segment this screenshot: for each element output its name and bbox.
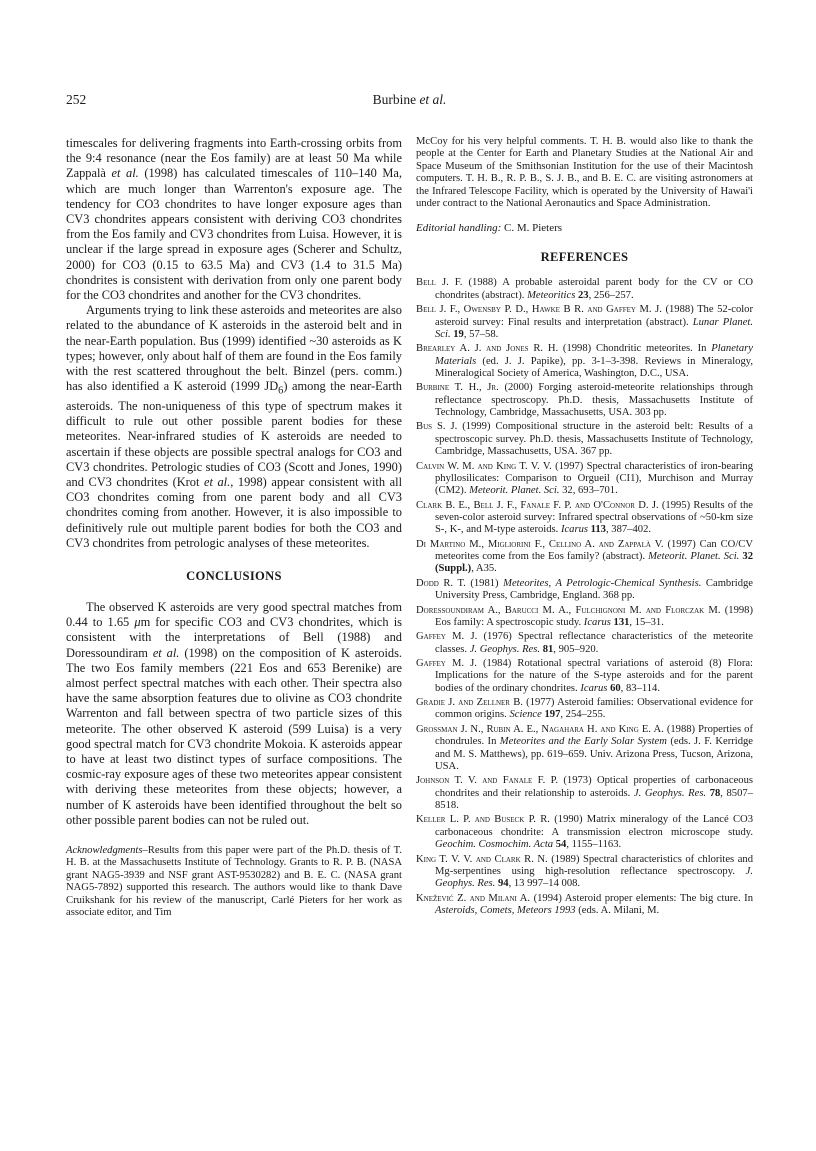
body-paragraph	[66, 303, 402, 551]
editorial-name: C. M. Pieters	[504, 222, 563, 235]
text-run: , 256–257.	[588, 289, 634, 301]
text-run: , 387–402.	[605, 524, 652, 536]
acknowledgments-continued: McCoy for his very helpful comments. T. H. B. would also like to thank the people at the Center for Earth and Planetary Studies at the National Air and Space Museum of the Smithsonian Institution for the use of their Macintosh computers. T. H. B., R. P. B., S. J. B., and B. E. C. are visiting astronomers at the Infrared Telescope Facility, which is operated by the University of Hawai'i under contract to the National Aeronautics and Space Administration.	[416, 136, 753, 210]
text-run: (eds. J. F. Kerridge and M. S. Matthews), pp. 619–659. Univ. Arizona Press, Tucson, Arizona, USA.	[435, 736, 753, 772]
text-run: Icarus	[560, 524, 589, 536]
text-run: Bus S. J.	[416, 421, 458, 433]
text-run: , 13 997–14 008.	[508, 878, 581, 890]
running-head	[66, 92, 753, 108]
reference-entry	[416, 814, 753, 851]
reference-entry	[416, 724, 753, 773]
text-run: (1997) Can CO/CV meteorites come from the Eos family? (abstract).	[435, 538, 753, 562]
text-run: , 15–31.	[629, 616, 664, 628]
text-run: Clark B. E., Bell J. F., Fanale F. P. and O'Connor D. J.	[416, 499, 659, 511]
text-run: 32 (Suppl.)	[435, 550, 753, 575]
text-run: Cambridge University Press, Cambridge, England. 368 pp.	[435, 577, 753, 602]
text-run: m for specific CO3 and CV3 chondrites, which is consistent with the interpretations of Bell (1988) and Doressoundiram	[66, 615, 402, 660]
editorial-label: Editorial handling:	[416, 222, 502, 235]
conclusions-heading: CONCLUSIONS	[186, 568, 282, 583]
text-run: 94	[497, 878, 509, 890]
text-run: (eds. A. Milani, M.	[575, 904, 660, 916]
reference-entry	[416, 697, 753, 722]
text-run: (1988) The 52-color asteroid survey: Final results and interpretation (abstract).	[435, 304, 754, 328]
left-column	[66, 136, 402, 919]
text-run: J. Geophys. Res.	[633, 787, 707, 799]
text-run: Icarus	[583, 616, 611, 628]
text-run: (ed. J. J. Papike), pp. 3-1–3-398. Reviews in Mineralogy, Mineralogical Society of America, Washington, D.C., USA.	[435, 355, 753, 379]
text-run: , 905–920.	[553, 643, 599, 655]
text-run: (1984) Rotational spectral variations of asteroid (8) Flora: Implications for the nature of the S-type asteroids and for the parent bodies of the ordinary chondrites.	[435, 658, 753, 694]
text-run: , 254–255.	[560, 709, 606, 721]
text-run: 131	[613, 616, 630, 628]
text-run: 32, 693–701.	[559, 485, 618, 497]
reference-entry	[416, 500, 753, 537]
reference-entry	[416, 382, 753, 419]
text-run: Brearley A. J. and Jones R. H.	[416, 343, 559, 355]
text-run: (1973) Optical properties of carbonaceous chondrites and their relationship to asteroids.	[435, 775, 753, 799]
acknowledgments	[66, 845, 402, 919]
text-run: , 83–114.	[620, 682, 661, 694]
running-head-authors: Burbine	[372, 92, 420, 107]
references-heading: REFERENCES	[540, 250, 629, 265]
page-header	[66, 92, 753, 110]
text-run: 60	[610, 682, 621, 694]
acknowledgments-label: Acknowledgments	[66, 845, 143, 856]
right-column	[416, 136, 753, 919]
conclusions-paragraph	[66, 600, 402, 828]
running-head-etal: et al.	[419, 92, 447, 107]
reference-entry	[416, 277, 753, 302]
text-run: , A35.	[471, 563, 497, 575]
text-run: , 1155–1163.	[566, 839, 622, 851]
text-run: timescales for delivering fragments into Earth-crossing orbits from the 9:4 resonance (near the Eos family) are at least 50 Ma while Zappalà	[66, 136, 402, 181]
text-run: (1976) Spectral reflectance characteristics of the meteorite classes.	[435, 631, 753, 655]
body-paragraph	[66, 136, 402, 303]
text-run: (1995) Results of the seven-color asteroid survey: Infrared spectral observations of ~50-km size S-, K-, and M-type asteroids.	[435, 499, 753, 536]
text-run: Planetary Materials	[435, 343, 753, 367]
text-run: 197	[544, 709, 561, 721]
text-run: Lunar Planet. Sci.	[435, 316, 754, 340]
text-run: Asteroids, Comets, Meteors 1993	[435, 904, 576, 916]
text-run: et al.	[111, 166, 139, 181]
text-run: 113	[590, 524, 606, 536]
text-run: Geochim. Cosmochim. Acta	[435, 839, 554, 851]
text-run: (1988) A probable asteroidal parent body for the CV or CO chondrites (abstract).	[435, 277, 754, 301]
text-run: (1998) Chondritic meteorites. In	[558, 343, 712, 355]
reference-entry	[416, 854, 753, 891]
text-run: Dodd R. T.	[416, 577, 466, 589]
text-run: 23	[577, 289, 589, 301]
text-run: , 8507–8518.	[435, 787, 753, 811]
text-run: J. Geophys. Res.	[435, 865, 753, 890]
text-run: et al.	[152, 645, 180, 660]
text-run: Doressoundiram A., Barucci M. A., Fulchignoni M. and Florczak M.	[416, 604, 721, 616]
text-run: Keller L. P. and Buseck P. R.	[416, 814, 550, 826]
text-run: Bell J. F., Owensby P. D., Hawke B R. and Gaffey M. J.	[416, 304, 662, 316]
text-run: Meteorit. Planet. Sci.	[469, 485, 560, 497]
reference-list	[416, 277, 753, 917]
reference-entry	[416, 605, 753, 630]
text-run: (1999) Compositional structure in the asteroid belt: Results of a spectroscopic survey. Ph.D. thesis, Massachusetts Institute of Technology, Cambridge, Massachusetts, USA. 367 pp.	[435, 421, 753, 458]
text-run: 54	[555, 839, 567, 851]
reference-entry	[416, 461, 753, 498]
text-run: (1998) Eos family: A spectroscopic study.	[435, 604, 753, 628]
text-run: (1998) on the composition of K asteroids. The two Eos family members (221 Eos and 653 Berenike) are almost perfect spectral matches with each other. Their spectra also have the same absorption features due to olivine as CO3 chondrite Warrenton and fall between spectra of two particle sizes of this meteorite. The other observed K asteroid (599 Luisa) is a very good spectral match for CV3 chondrite Mokoia. K asteroids appear to have at least two distinct types of surface compositions. The cosmic-ray exposure ages of these two meteorites appear consistent with deriving these meteorites from these objects; however, a number of K asteroids have been identified throughout the belt so other possible parent bodies can not be ruled out.	[66, 645, 403, 827]
reference-entry	[416, 893, 753, 918]
text-run: Di Martino M., Migliorini F., Cellino A. and Zappalà V.	[416, 538, 664, 550]
text-run: (1977) Asteroid families: Observational evidence for common origins.	[435, 697, 753, 721]
text-run: 6	[278, 385, 284, 397]
text-run: King T. V. V. and Clark R. N.	[416, 853, 548, 865]
text-run: (1988) Properties of chondrules. In	[435, 723, 753, 748]
reference-entry	[416, 658, 753, 695]
text-run: Arguments trying to link these asteroids and meteorites are also related to the abundance of K asteroids in the asteroid belt and in the near-Earth population. Bus (1999) identified ~30 asteroids as K types; however, only about half of them are found in the Eos family with the rest scattered throughout the belt. Binzel (pers. comm.) has also identified a K asteroid (1999 JD	[66, 303, 402, 394]
text-run: 19	[453, 328, 464, 340]
text-run: (2000) Forging asteroid-meteorite relationships through reflectance spectroscopy. Ph.D. thesis, Massachusetts Institute of Technology, Cambridge, Massachusetts, USA. 303 pp.	[435, 382, 753, 418]
text-run: Calvin W. M. and King T. V. V.	[416, 460, 552, 472]
text-run: Knežević Z. and Milani A.	[416, 892, 531, 904]
text-run: 81	[542, 643, 554, 655]
text-run: μ	[134, 615, 141, 630]
reference-entry	[416, 539, 753, 576]
text-run: Meteorites, A Petrologic-Chemical Synthesis.	[503, 577, 702, 589]
text-run: Gaffey M. J.	[416, 631, 478, 643]
text-run: Icarus	[580, 682, 608, 694]
reference-entry	[416, 304, 753, 341]
text-run: Burbine T. H., Jr.	[416, 382, 499, 394]
text-run: J. Geophys. Res.	[469, 643, 541, 655]
text-run: Science	[509, 709, 542, 721]
text-run: et al.	[203, 474, 231, 489]
reference-entry	[416, 343, 753, 380]
text-run: (1998) has calculated timescales of 110–140 Ma, which are much longer than Warrenton's exposure age. The tendency for CO3 chondrites to have longer exposure ages than CV3 chondrites appears consistent with deriving CO3 chondrites from the Eos family and CV3 chondrites from Luisa. However, it is unclear if the large spread in exposure ages (Scherer and Schultz, 2000) for CO3 (0.15 to 63.5 Ma) and CV3 (1.4 to 31.5 Ma) chondrites is consistent with derivation from only one parent body for the CO3 chondrites and another for the CV3 chondrites.	[66, 166, 403, 303]
text-run: Meteorit. Planet. Sci.	[648, 550, 740, 562]
text-run: , 57–58.	[463, 328, 499, 340]
text-run: , 1998) appear consistent with all CO3 chondrites coming from one parent body and all CV3 chondrites coming from another. However, it is also impossible to definitively rule out multiple parent bodies for both the CO3 and CV3 chondrites from petrologic analyses of these meteorites.	[66, 474, 403, 550]
text-run: (1981)	[465, 577, 504, 589]
reference-entry	[416, 578, 753, 603]
acknowledgments-text: –Results from this paper were part of the Ph.D. thesis of T. H. B. at the Massachusetts Institute of Technology. Grants to R. P. B. (NASA grant NAG5-3939 and NSF grant AST-9530282) and B. E. C. (NASA grant NAG5-7892) supported this research. The authors would like to thank Dave Cruikshank for his review of the manuscript, Carlé Pieters for her work as associate editor, and Tim	[66, 845, 402, 919]
text-run: (1990) Matrix mineralogy of the Lancé CO3 carbonaceous chondrite: A transmission electron microscope study.	[435, 814, 754, 838]
page-number: 252	[66, 92, 87, 107]
text-run: The observed K asteroids are very good spectral matches from 0.44 to 1.65	[66, 599, 402, 630]
text-run: Grossman J. N., Rubin A. E., Nagahara H. and King E. A.	[416, 723, 664, 735]
reference-entry	[416, 421, 753, 458]
text-run: ) among the near-Earth asteroids. The non-uniqueness of this type of spectrum makes it difficult to rule out other possible parent bodies for these meteorites. Near-infrared studies of K asteroids are needed to ascertain if these objects are possible spectral analogs for CO3 and CV3 chondrites. Petrologic studies of CO3 (Scott and Jones, 1990) and CV3 chondrites (Krot	[66, 379, 402, 489]
text-run: Gradie J. and Zellner B.	[416, 697, 523, 709]
text-run: Johnson T. V. and Fanale F. P.	[416, 775, 559, 787]
editorial-handling	[416, 222, 753, 234]
text-run: (1989) Spectral characteristics of chlorites and Mg-serpentines using high-resolution reflectance spectroscopy.	[435, 853, 753, 877]
text-run: (1997) Spectral characteristics of iron-bearing phyllosilicates: Comparison to Orgueil (CI1), Murchison and Murray (CM2).	[435, 460, 754, 497]
text-run: Meteoritics	[527, 289, 576, 301]
reference-entry	[416, 775, 753, 812]
text-run: 78	[709, 787, 721, 799]
text-run: (1994) Asteroid proper elements: The big cture. In	[530, 892, 753, 904]
text-run: Gaffey M. J.	[416, 658, 477, 670]
text-run: Meteorites and the Early Solar System	[499, 736, 667, 748]
reference-entry	[416, 631, 753, 656]
text-run: Bell J. F.	[416, 277, 463, 289]
